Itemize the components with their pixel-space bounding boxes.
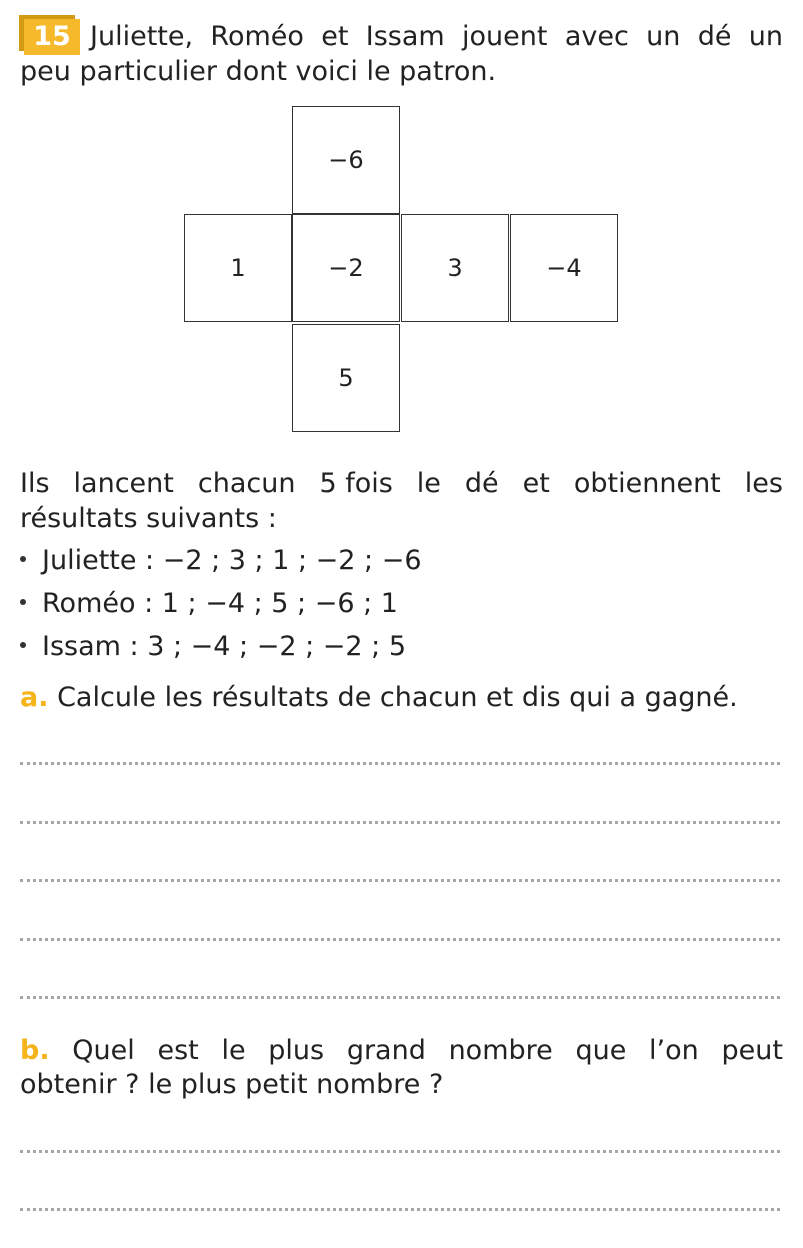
result-item-issam — [20, 630, 406, 664]
die-face-right: 3 — [401, 214, 509, 322]
intro-word: jouent — [462, 21, 548, 52]
bullet-icon — [20, 642, 26, 648]
question-a-letter: a. — [20, 682, 49, 713]
intro-word: dé — [697, 21, 732, 52]
question-b-word: que — [575, 1035, 627, 1066]
die-face-top: −6 — [292, 106, 400, 214]
context-word: chacun — [197, 468, 296, 499]
die-face-center: −2 — [292, 214, 400, 322]
context-line-2: résultats suivants : — [20, 503, 277, 534]
intro-word: avec — [564, 21, 629, 52]
intro-word: et — [321, 21, 349, 52]
result-text: Juliette : −2 ; 3 ; 1 ; −2 ; −6 — [42, 545, 422, 576]
question-b-word: grand — [346, 1035, 426, 1066]
question-b-word: peut — [721, 1035, 783, 1066]
intro-word: un — [748, 21, 783, 52]
intro-line-2: peu particulier dont voici le patron. — [20, 56, 497, 87]
answer-line-a1[interactable] — [20, 762, 780, 765]
intro-word: Roméo — [210, 21, 304, 52]
context-word: les — [744, 468, 783, 499]
intro-word: Juliette, — [90, 21, 194, 52]
result-item-romeo — [20, 587, 398, 621]
result-item-juliette — [20, 544, 422, 578]
answer-line-b1[interactable] — [20, 1150, 780, 1153]
exercise-number-badge: 15 — [24, 19, 80, 55]
question-b-word: le — [221, 1035, 246, 1066]
answer-line-a3[interactable] — [20, 879, 780, 882]
question-b-word: est — [157, 1035, 199, 1066]
die-face-left: 1 — [184, 214, 292, 322]
context-word: le — [416, 468, 441, 499]
context-word: lancent — [73, 468, 174, 499]
question-b-word: plus — [268, 1035, 325, 1066]
intro-word: un — [646, 21, 681, 52]
question-b-word: nombre — [448, 1035, 553, 1066]
die-face-bottom: 5 — [292, 324, 400, 432]
result-text: Roméo : 1 ; −4 ; 5 ; −6 ; 1 — [42, 588, 398, 619]
intro-word: Issam — [365, 21, 445, 52]
question-b-line-2: obtenir ? le plus petit nombre ? — [20, 1069, 444, 1100]
answer-line-a2[interactable] — [20, 821, 780, 824]
intro-line-1 — [90, 20, 783, 54]
context-line-1 — [20, 467, 783, 501]
question-a-text: Calcule les résultats de chacun et dis qui a gagné. — [57, 682, 738, 713]
answer-line-a5[interactable] — [20, 996, 780, 999]
bullet-icon — [20, 599, 26, 605]
context-word: dé — [464, 468, 499, 499]
bullet-icon — [20, 556, 26, 562]
die-face-far-right: −4 — [510, 214, 618, 322]
result-text: Issam : 3 ; −4 ; −2 ; −2 ; 5 — [42, 631, 407, 662]
context-word: Ils — [20, 468, 50, 499]
question-b-letter: b. — [20, 1035, 50, 1066]
answer-line-a4[interactable] — [20, 938, 780, 941]
answer-line-b2[interactable] — [20, 1208, 780, 1211]
context-word: 5 fois — [319, 468, 393, 499]
question-b-word: l’on — [649, 1035, 699, 1066]
question-a — [20, 681, 738, 715]
question-b-line-1 — [20, 1034, 783, 1068]
context-word: et — [522, 468, 550, 499]
context-word: obtiennent — [573, 468, 721, 499]
question-b-word: Quel — [72, 1035, 135, 1066]
